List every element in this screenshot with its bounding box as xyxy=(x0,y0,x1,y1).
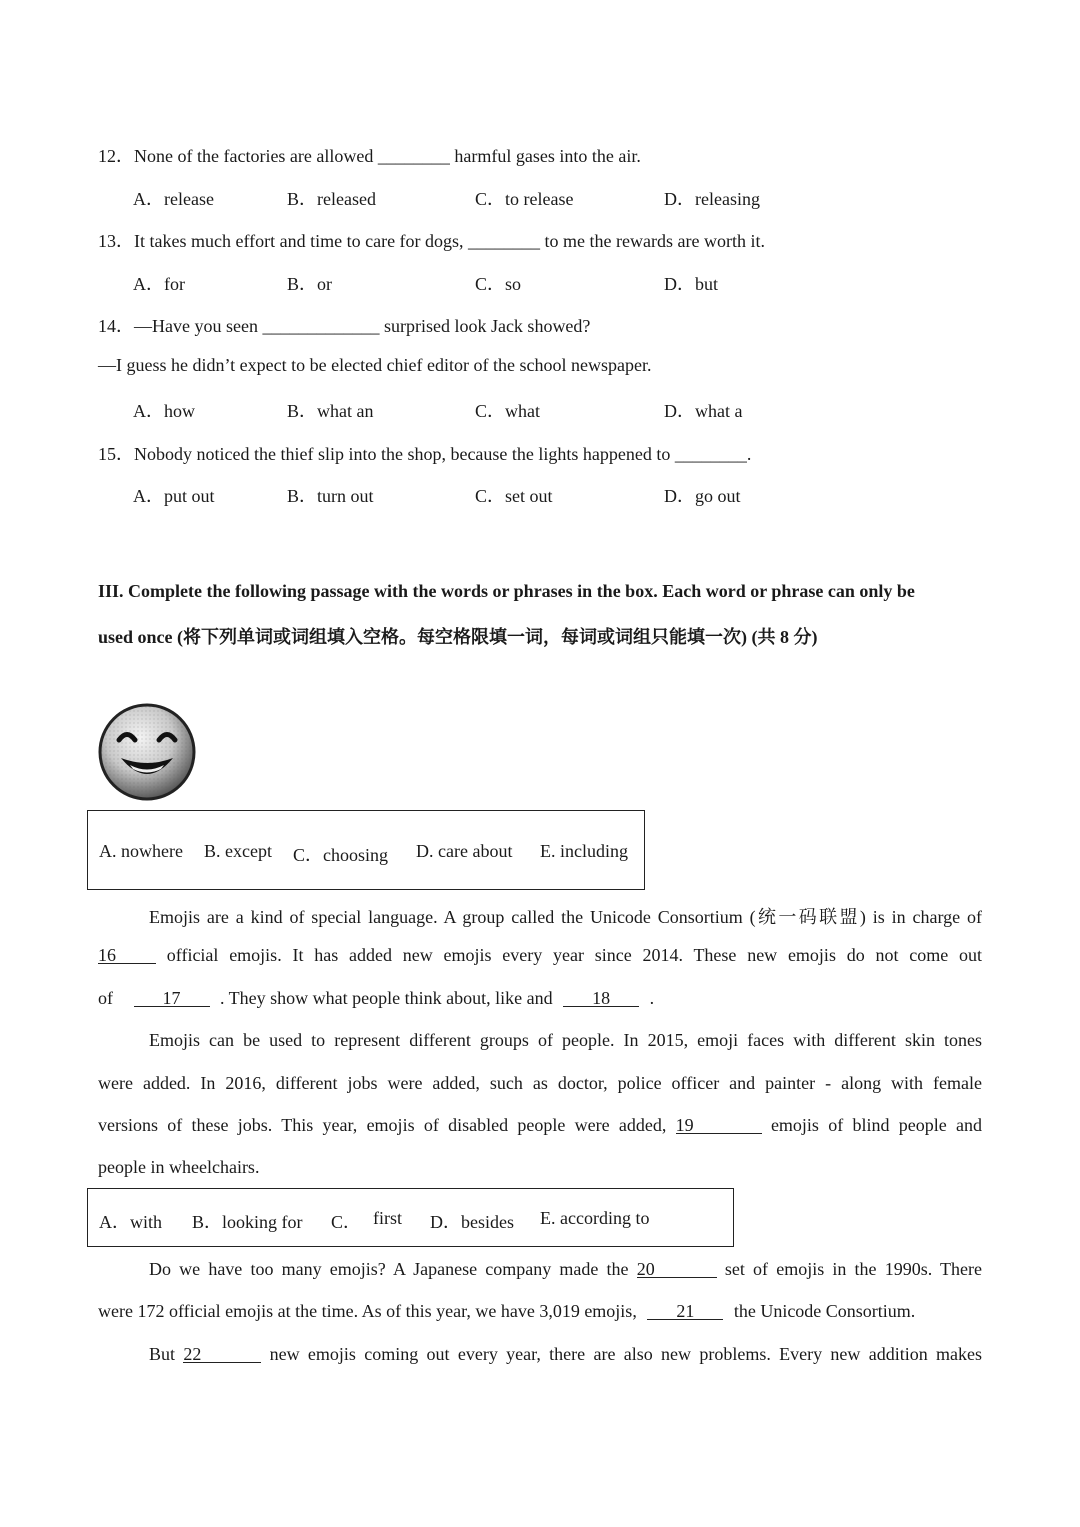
passage-p2-line4: people in wheelchairs. xyxy=(98,1157,260,1177)
passage-text: Do we have too many emojis? A Japanese company made the xyxy=(149,1259,629,1279)
q14-option-a: A．how xyxy=(133,401,195,421)
passage-p3-line1 xyxy=(149,1259,982,1280)
box1-option-e: E. including xyxy=(540,841,628,861)
q12-option-d: D．releasing xyxy=(664,189,760,209)
passage-p2-line2: were added. In 2016, different jobs were added, such as doctor, police officer and painter - along with female xyxy=(98,1073,982,1093)
question-15-stem: 15．Nobody noticed the thief slip into the shop, because the lights happened to ________. xyxy=(98,444,752,464)
blank-22: 22 xyxy=(183,1346,261,1363)
blank-17: 17 xyxy=(134,990,210,1007)
question-13-stem: 13．It takes much effort and time to care for dogs, ________ to me the rewards are worth it. xyxy=(98,231,765,251)
q15-option-d: D．go out xyxy=(664,486,741,506)
passage-p3-line2 xyxy=(98,1301,915,1322)
box2-option-c-letter: C． xyxy=(331,1212,362,1232)
passage-text: were 172 official emojis at the time. As of this year, we have 3,019 emojis, xyxy=(98,1301,637,1321)
q15-option-b: B．turn out xyxy=(287,486,374,506)
box2-option-a: A．with xyxy=(99,1212,162,1232)
passage-p1-line2 xyxy=(98,945,982,966)
box1-option-d: D. care about xyxy=(416,841,513,861)
q13-option-c: C．so xyxy=(475,274,522,294)
box2-option-e: E. according to xyxy=(540,1208,650,1228)
blank-20: 20 xyxy=(637,1261,717,1278)
passage-text: . xyxy=(649,988,655,1008)
passage-text: emojis of blind people and xyxy=(770,1115,983,1135)
question-14-stem: 14．—Have you seen _____________ surprised look Jack showed? xyxy=(98,316,591,336)
question-14-response: —I guess he didn’t expect to be elected chief editor of the school newspaper. xyxy=(98,355,652,375)
passage-p1-line2-text: official emojis. It has added new emojis every year since 2014. These new emojis do not come out xyxy=(166,945,983,965)
section-3-heading-line1: III. Complete the following passage with the words or phrases in the box. Each word or phrase can only be xyxy=(98,581,915,601)
passage-p2-line3 xyxy=(98,1115,982,1136)
passage-text: versions of these jobs. This year, emojis of disabled people were added, xyxy=(98,1115,667,1135)
blank-18: 18 xyxy=(563,990,639,1007)
q14-option-c: C．what xyxy=(475,401,540,421)
q13-option-b: B．or xyxy=(287,274,332,294)
passage-p2-line1: Emojis can be used to represent different groups of people. In 2015, emoji faces with different skin tones xyxy=(149,1030,982,1050)
q15-option-c: C．set out xyxy=(475,486,553,506)
passage-text: But xyxy=(149,1344,176,1364)
box1-option-a: A. nowhere xyxy=(99,841,183,861)
box1-option-b: B. except xyxy=(204,841,272,861)
passage-text: . They show what people think about, like and xyxy=(220,988,553,1008)
q14-option-d: D．what a xyxy=(664,401,743,421)
box2-option-d: D．besides xyxy=(430,1212,514,1232)
passage-p1-line3 xyxy=(98,988,654,1009)
passage-p4-line1 xyxy=(149,1344,982,1365)
q12-option-b: B．released xyxy=(287,189,376,209)
passage-text: the Unicode Consortium. xyxy=(733,1301,916,1321)
q12-option-a: A．release xyxy=(133,189,214,209)
box2-option-c-word: first xyxy=(373,1208,402,1228)
blank-19: 19 xyxy=(676,1117,762,1134)
blank-16: 16 xyxy=(98,947,156,964)
blank-21: 21 xyxy=(647,1303,723,1320)
q13-option-a: A．for xyxy=(133,274,185,294)
q15-option-a: A．put out xyxy=(133,486,215,506)
section-3-heading-line2: used once (将下列单词或词组填入空格。每空格限填一词，每词或词组只能填一次) (共 8 分) xyxy=(98,627,818,647)
box1-option-c: C．choosing xyxy=(293,845,389,865)
q13-option-d: D．but xyxy=(664,274,718,294)
passage-p1-line1: Emojis are a kind of special language. A group called the Unicode Consortium (统一码联盟) is in charge of xyxy=(149,907,982,927)
passage-text: set of emojis in the 1990s. There xyxy=(724,1259,983,1279)
q14-option-b: B．what an xyxy=(287,401,374,421)
word-box-1 xyxy=(87,810,645,890)
q12-option-c: C．to release xyxy=(475,189,574,209)
box2-option-b: B．looking for xyxy=(192,1212,303,1232)
passage-text: of xyxy=(98,988,113,1008)
question-12-stem: 12．None of the factories are allowed ________ harmful gases into the air. xyxy=(98,146,641,166)
passage-text: new emojis coming out every year, there are also new problems. Every new addition makes xyxy=(269,1344,982,1364)
smiley-emoji-icon xyxy=(97,702,197,802)
word-box-2 xyxy=(87,1188,734,1247)
